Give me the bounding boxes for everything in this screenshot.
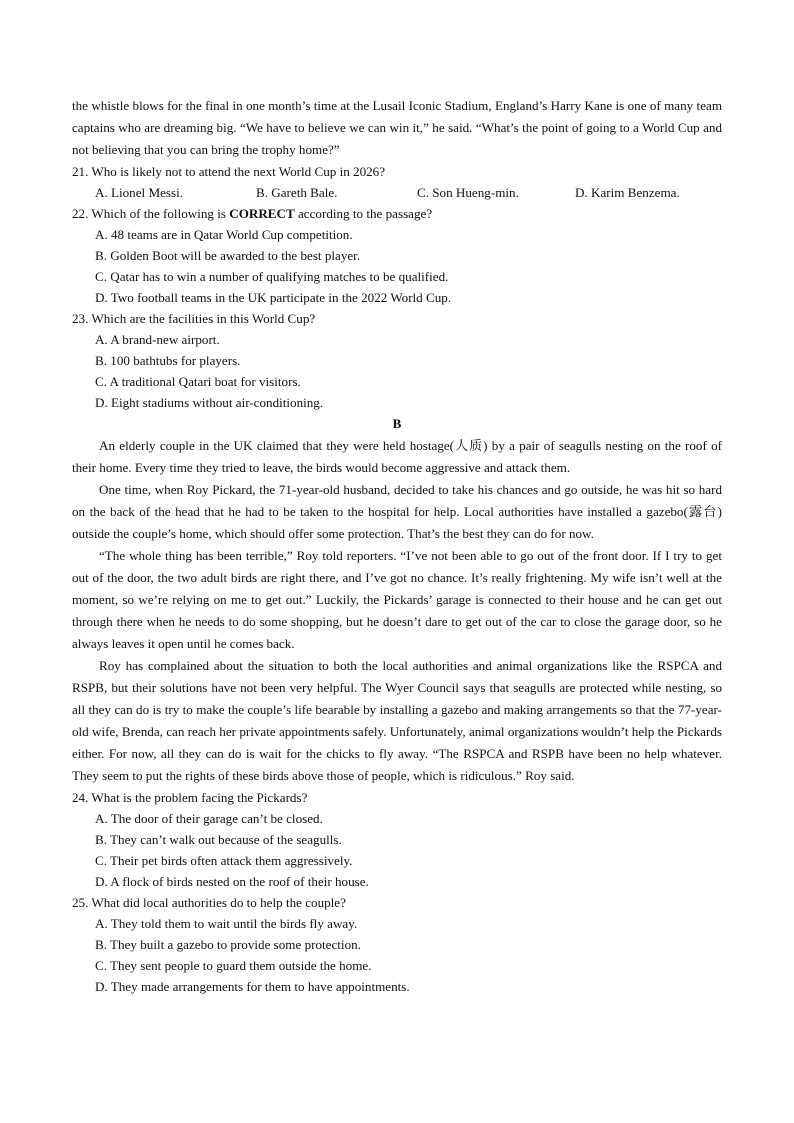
- question-stem: 21. Who is likely not to attend the next World Cup in 2026?: [72, 164, 386, 179]
- option-d: D. They made arrangements for them to have appointments.: [95, 979, 410, 994]
- option-c: C. Their pet birds often attack them aggressively.: [95, 853, 353, 868]
- option-d: D. Karim Benzema.: [575, 185, 680, 200]
- question-stem: 23. Which are the facilities in this World Cup?: [72, 311, 316, 326]
- question-25: [72, 892, 722, 997]
- option-b: B. 100 bathtubs for players.: [95, 353, 241, 368]
- option-d: D. Two football teams in the UK participate in the 2022 World Cup.: [95, 290, 452, 305]
- question-22: [72, 203, 722, 308]
- stem-text-pre: 22. Which of the following is: [72, 206, 230, 221]
- passage-paragraph: “The whole thing has been terrible,” Roy told reporters. “I’ve not been able to go out of the front door. If I try to get out of the door, the two adult birds are right there, and I’ve got no chance. It’s really frightening. My wife isn’t well at the moment, so we’re relying on me to get out.” Luckily, the Pickards’ garage is connected to their house and he can get out through there when he needs to do some shopping, but he doesn’t dare to get out of the car to close the garage door, so he always leaves it open until he comes back.: [72, 548, 722, 651]
- stem-emphasis: CORRECT: [229, 206, 295, 221]
- passage-b: [72, 435, 722, 787]
- option-c: C. They sent people to guard them outside the home.: [95, 958, 372, 973]
- stem-text-post: according to the passage?: [294, 206, 433, 221]
- question-23: [72, 308, 722, 413]
- option-b: B. They built a gazebo to provide some protection.: [95, 937, 361, 952]
- option-b: B. Golden Boot will be awarded to the best player.: [95, 248, 361, 263]
- options-row: [72, 182, 722, 203]
- question-24: [72, 787, 722, 892]
- option-a: A. The door of their garage can’t be closed.: [95, 811, 323, 826]
- option-a: A. A brand-new airport.: [95, 332, 220, 347]
- option-d: D. A flock of birds nested on the roof of their house.: [95, 874, 369, 889]
- passage-paragraph: One time, when Roy Pickard, the 71-year-old husband, decided to take his chances and go outside, he was hit so hard on the back of the head that he had to be taken to the hospital for help. Local authorities have installed a gazebo(露台) outside the couple’s home, which should offer some protection. That’s the best they can do for now.: [72, 482, 722, 541]
- option-a: A. Lionel Messi.: [95, 185, 184, 200]
- option-a: A. 48 teams are in Qatar World Cup competition.: [95, 227, 353, 242]
- question-21: [72, 161, 722, 203]
- question-stem: 24. What is the problem facing the Pickards?: [72, 790, 308, 805]
- passage-paragraph: An elderly couple in the UK claimed that they were held hostage(人质) by a pair of seagulls nesting on the roof of their home. Every time they tried to leave, the birds would become aggressive and attack them.: [72, 438, 722, 475]
- option-b: B. Gareth Bale.: [256, 185, 338, 200]
- passage-a-ending: the whistle blows for the final in one month’s time at the Lusail Iconic Stadium, England’s Harry Kane is one of many team captains who are dreaming big. “We have to believe we can win it,” he said. “What’s the point of going to a World Cup and not believing that you can bring the trophy home?”: [72, 98, 722, 157]
- question-stem: 25. What did local authorities do to help the couple?: [72, 895, 346, 910]
- section-heading: B: [392, 416, 402, 431]
- option-c: C. Son Hueng-min.: [417, 185, 519, 200]
- option-d: D. Eight stadiums without air-conditioning.: [95, 395, 324, 410]
- option-c: C. A traditional Qatari boat for visitors.: [95, 374, 301, 389]
- option-b: B. They can’t walk out because of the seagulls.: [95, 832, 342, 847]
- question-stem: [72, 203, 722, 224]
- option-c: C. Qatar has to win a number of qualifying matches to be qualified.: [95, 269, 449, 284]
- exam-page: [72, 95, 722, 997]
- option-a: A. They told them to wait until the birds fly away.: [95, 916, 358, 931]
- passage-paragraph: Roy has complained about the situation to both the local authorities and animal organizations like the RSPCA and RSPB, but their solutions have not been very helpful. The Wyer Council says that seagulls are protected while nesting, so all they can do is try to make the couple’s life bearable by installing a gazebo and making arrangements so that the 77-year-old wife, Brenda, can reach her private appointments safely. Unfortunately, animal organizations wouldn’t help the Pickards either. For now, all they can do is wait for the chicks to fly away. “The RSPCA and RSPB have been no help whatever. They seem to put the rights of these birds above those of people, which is ridiculous.” Roy said.: [72, 658, 722, 783]
